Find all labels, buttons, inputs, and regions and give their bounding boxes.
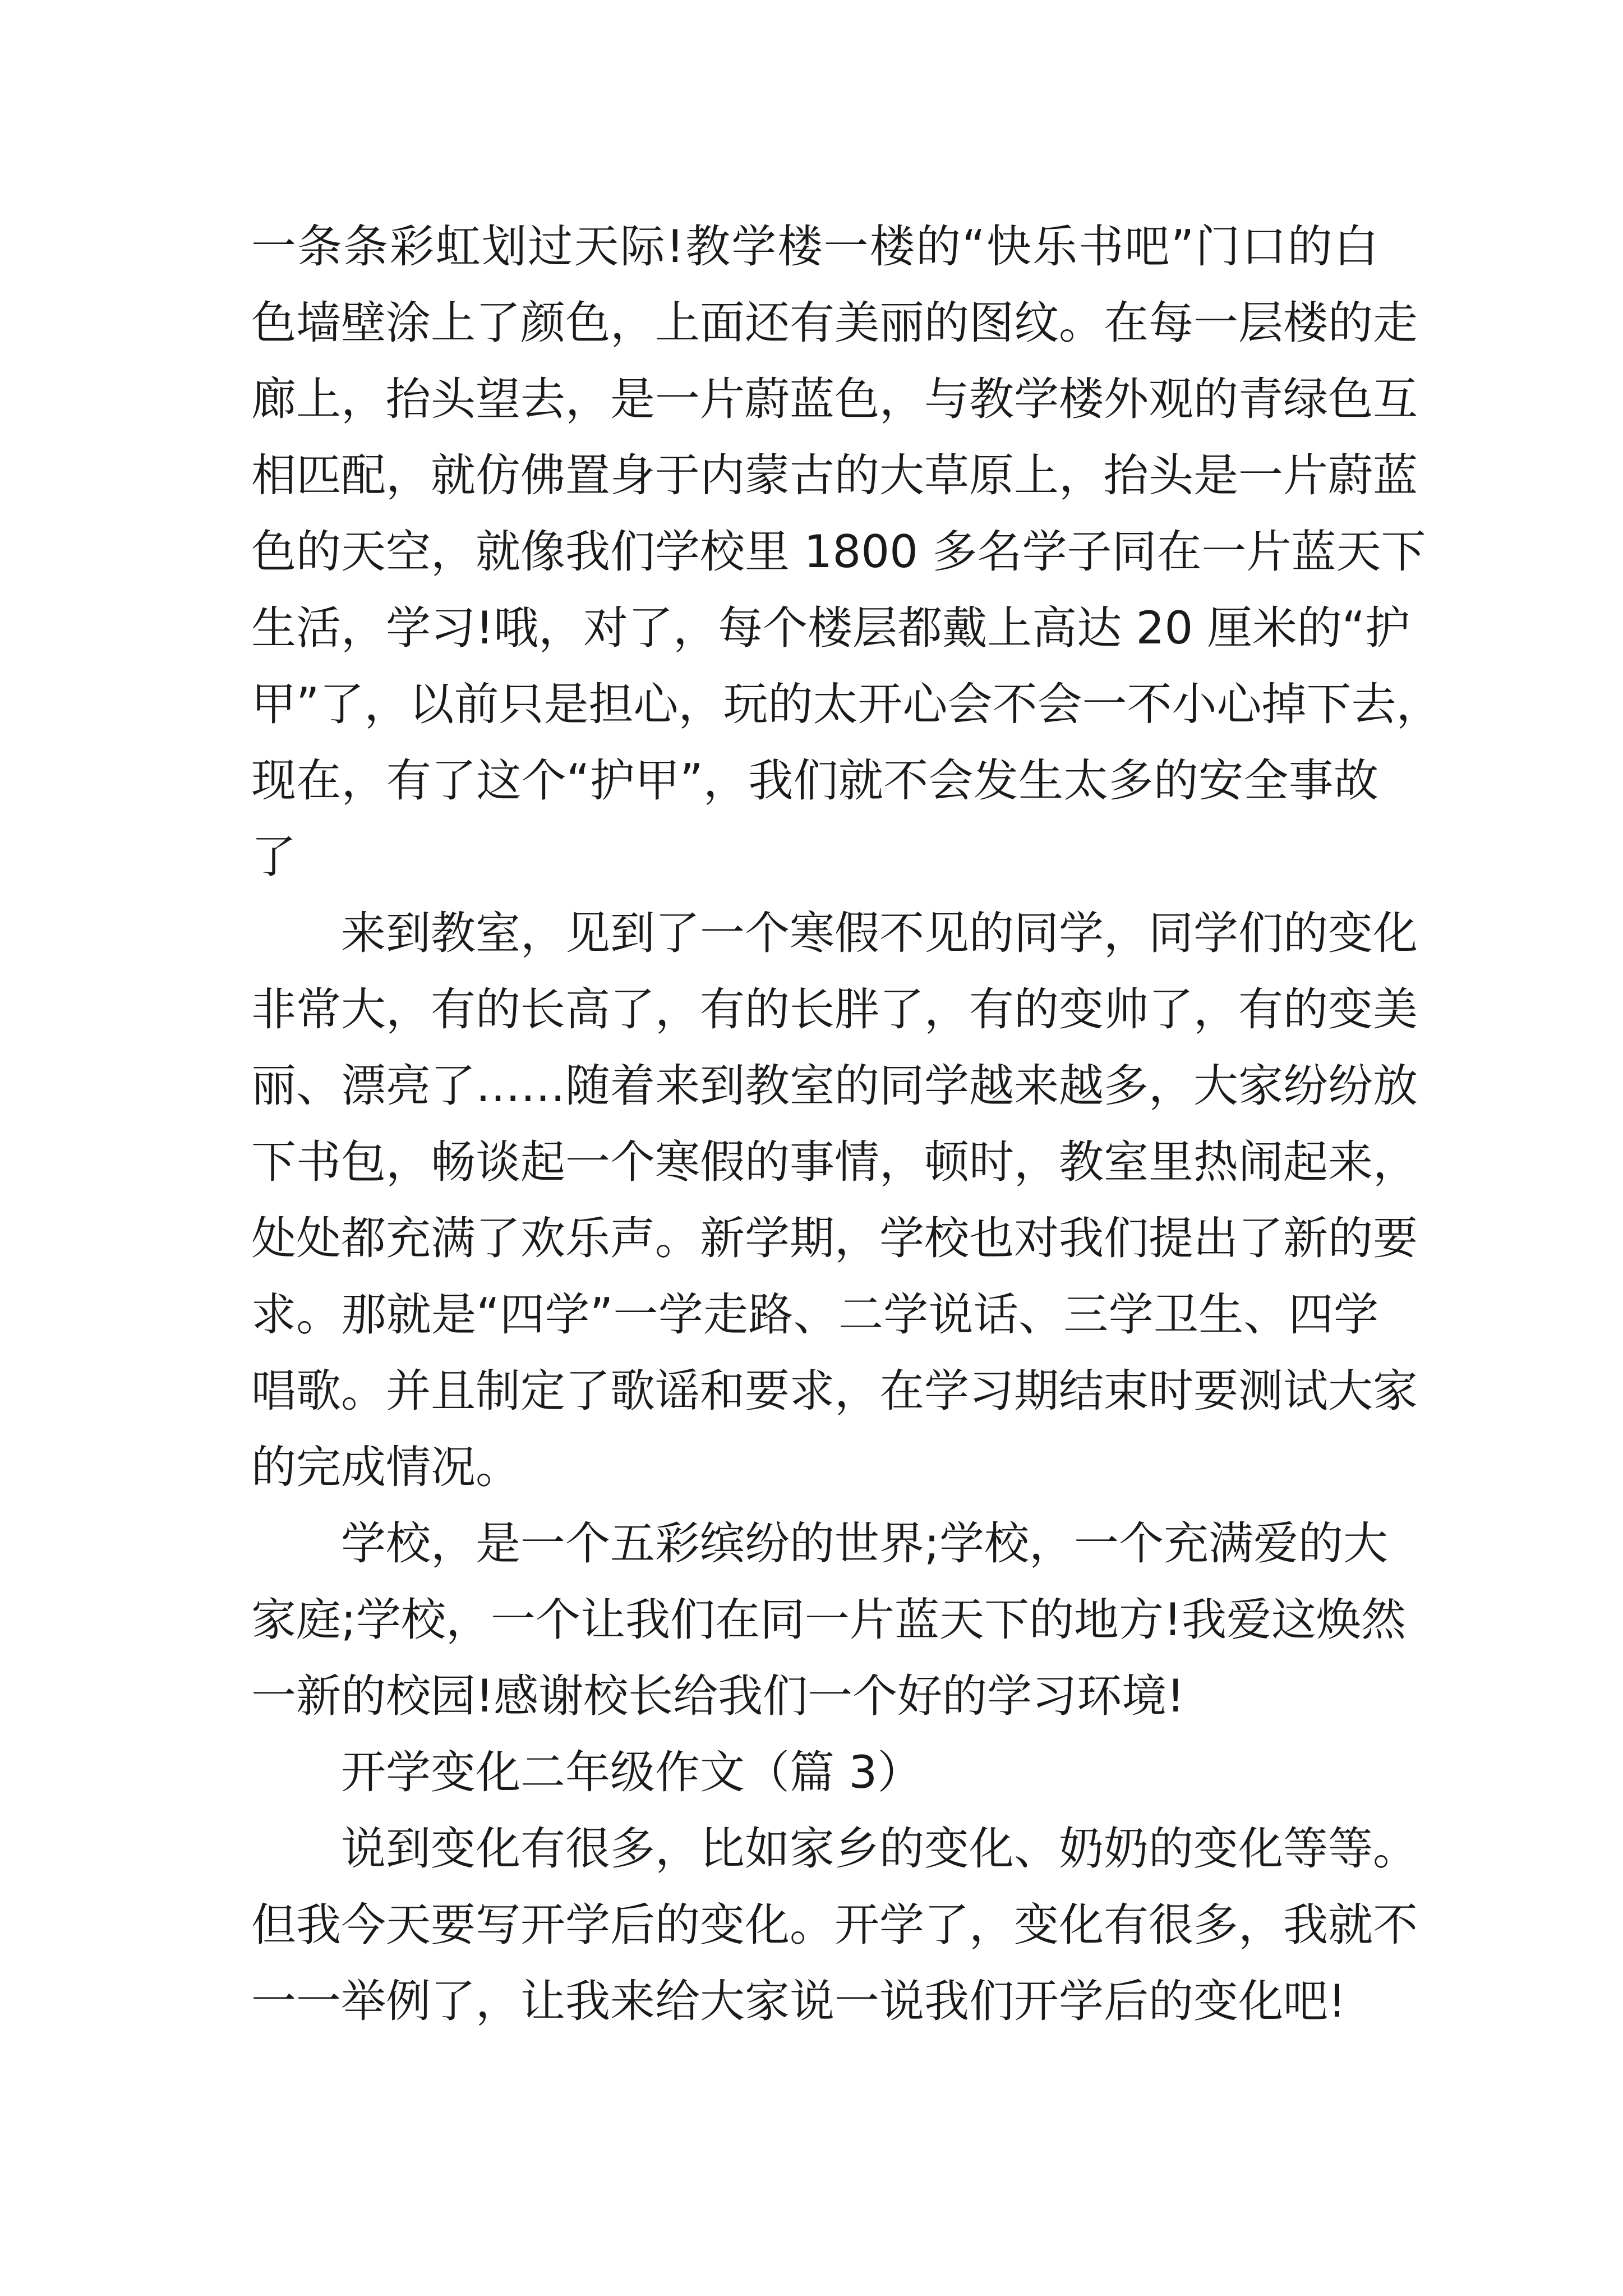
text-line: 色墙壁涂上了颜色，上面还有美丽的图纹。在每一层楼的走 bbox=[251, 297, 1418, 349]
text-line: 了 bbox=[251, 831, 296, 883]
text-line: 廊上，抬头望去，是一片蔚蓝色，与教学楼外观的青绿色互 bbox=[251, 373, 1418, 425]
paragraph-classroom bbox=[251, 895, 1418, 1506]
text-line: 但我今天要写开学后的变化。开学了，变化有很多，我就不 bbox=[251, 1899, 1418, 1951]
text-line: 相匹配，就仿佛置身于内蒙古的大草原上，抬头是一片蔚蓝 bbox=[251, 449, 1418, 501]
text-line: 生活，学习!哦，对了，每个楼层都戴上高达 20 厘米的“护 bbox=[251, 602, 1410, 654]
text-line: 一条条彩虹划过天际!教学楼一楼的“快乐书吧”门口的白 bbox=[251, 220, 1378, 273]
paragraph-school-world bbox=[251, 1506, 1407, 1734]
heading-text: 开学变化二年级作文（篇 3） bbox=[251, 1746, 923, 1798]
text-line: 处处都充满了欢乐声。新学期，学校也对我们提出了新的要 bbox=[251, 1212, 1418, 1264]
paragraph-rainbow-corridor bbox=[251, 209, 1441, 895]
text-line: 求。那就是“四学”一学走路、二学说话、三学卫生、四学 bbox=[251, 1289, 1378, 1341]
text-line: 丽、漂亮了……随着来到教室的同学越来越多，大家纷纷放 bbox=[251, 1060, 1418, 1112]
text-line: 色的天空，就像我们学校里 1800 多名学子同在一片蓝天下 bbox=[251, 526, 1426, 578]
text-line: 下书包，畅谈起一个寒假的事情，顿时，教室里热闹起来， bbox=[251, 1136, 1418, 1188]
section-heading bbox=[251, 1734, 1378, 1811]
text-line: 来到教室，见到了一个寒假不见的同学，同学们的变化 bbox=[251, 907, 1418, 959]
text-line: 非常大，有的长高了，有的长胖了，有的变帅了，有的变美 bbox=[251, 983, 1418, 1036]
text-line: 学校，是一个五彩缤纷的世界;学校，一个充满爱的大 bbox=[251, 1517, 1388, 1570]
text-line: 说到变化有很多，比如家乡的变化、奶奶的变化等等。 bbox=[251, 1823, 1418, 1875]
text-line: 现在，有了这个“护甲”，我们就不会发生太多的安全事故 bbox=[251, 754, 1378, 807]
text-line: 唱歌。并且制定了歌谣和要求，在学习期结束时要测试大家 bbox=[251, 1365, 1418, 1417]
text-line: 一新的校园!感谢校长给我们一个好的学习环境! bbox=[251, 1670, 1185, 1722]
text-line: 家庭;学校，一个让我们在同一片蓝天下的地方!我爱这焕然 bbox=[251, 1594, 1407, 1646]
text-line: 甲”了，以前只是担心，玩的太开心会不会一不小心掉下去， bbox=[251, 678, 1441, 730]
text-line: 一一举例了，让我来给大家说一说我们开学后的变化吧! bbox=[251, 1975, 1347, 2027]
text-line: 的完成情况。 bbox=[251, 1441, 520, 1493]
paragraph-changes-intro bbox=[251, 1811, 1418, 2040]
document-body bbox=[251, 209, 1441, 2040]
